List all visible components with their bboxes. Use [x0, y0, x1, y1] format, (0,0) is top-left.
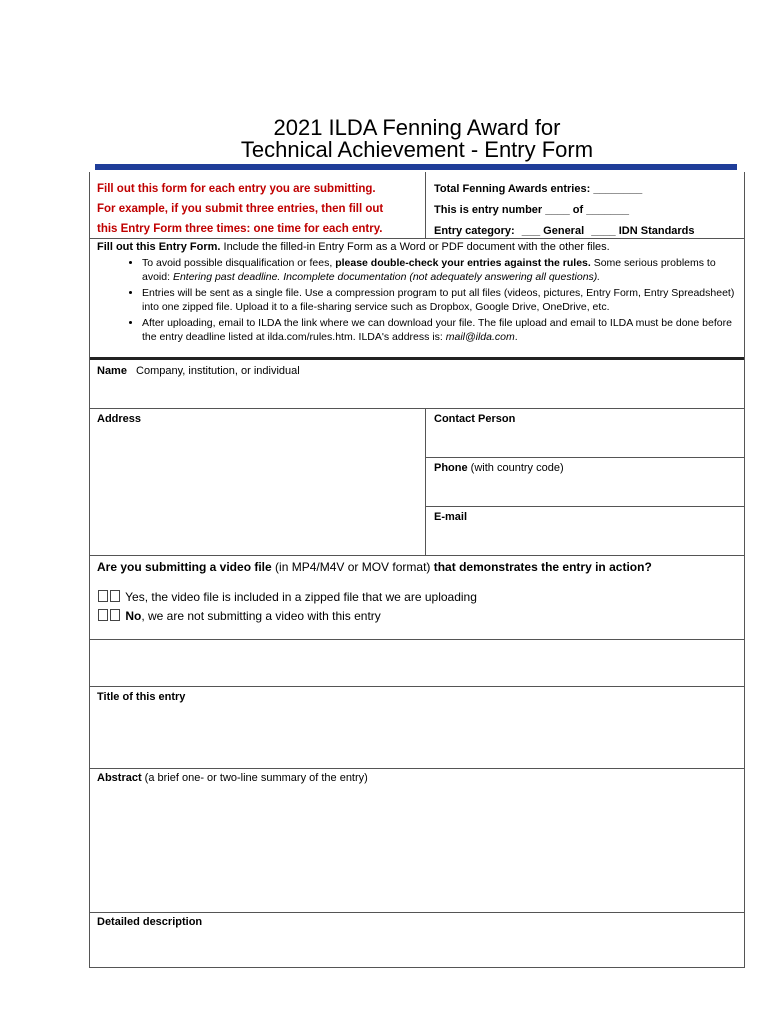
yes-text: Yes, the video file is included in a zipped file that we are uploading: [122, 590, 477, 604]
detailed-description-field[interactable]: Detailed description: [97, 916, 203, 928]
contact-person-field[interactable]: Contact Person: [434, 413, 516, 425]
video-yes-option[interactable]: [98, 590, 477, 604]
entry-title-field[interactable]: Title of this entry: [97, 691, 186, 703]
blank-row-bottom-border: [90, 686, 744, 687]
address-bottom-border: [90, 555, 744, 556]
phone-bottom-border: [425, 506, 744, 507]
rule-bullet-1: • To avoid possible disqualification or fees, please double-check your entries against the rules. Some serious problems to avoid: Entering past deadline. Incomplete documentation (not adequately answering all questions).: [142, 256, 742, 284]
red-instruction-3: this Entry Form three times: one time for each entry.: [97, 223, 383, 235]
abstract-field[interactable]: [97, 772, 368, 784]
no-checkbox[interactable]: [98, 609, 108, 621]
no-text: , we are not submitting a video with this entry: [141, 609, 381, 623]
yes-checkbox[interactable]: [98, 590, 108, 602]
entry-number-field[interactable]: This is entry number ____ of _______: [434, 204, 630, 216]
entry-form: [89, 172, 745, 968]
video-question: Are you submitting a video file (in MP4/M4V or MOV format) that demonstrates the entry in action?: [97, 560, 652, 574]
rules-list: [120, 256, 742, 346]
red-instruction-1: Fill out this form for each entry you are submitting.: [97, 183, 376, 195]
title-line-1: 2021 ILDA Fenning Award for: [273, 115, 561, 140]
video-bottom-border: [90, 639, 744, 640]
rule-bullet-2: • Entries will be sent as a single file. Use a compression program to put all files (videos, pictures, Entry Form, Entry Spreadsheet) into one zipped file. Upload it to a file-sharing service such as Dropbox, Google Drive, OneDrive, etc.: [142, 286, 742, 314]
name-bottom-border: [90, 408, 744, 409]
address-divider: [425, 408, 426, 555]
title-bottom-border: [90, 768, 744, 769]
address-field[interactable]: Address: [97, 413, 142, 425]
video-no-option[interactable]: [98, 609, 381, 623]
form-title: [0, 117, 770, 161]
abstract-label: Abstract: [97, 772, 142, 784]
rule-bullet-3: • After uploading, email to ILDA the link where we can download your file. The file upload and email to ILDA must be done before the entry deadline listed at ilda.com/rules.htm. ILDA's address is: mail@ilda.com.: [142, 316, 742, 344]
phone-label: Phone: [434, 462, 468, 474]
entry-category-label: Entry category:: [434, 225, 515, 237]
name-hint: Company, institution, or individual: [136, 365, 300, 377]
instructions-lead-rest: Include the filled-in Entry Form as a Word or PDF document with the other files.: [220, 241, 610, 253]
red-instruction-2: For example, if you submit three entries, then fill out: [97, 203, 384, 215]
email-field[interactable]: E-mail: [434, 511, 468, 523]
abstract-hint: (a brief one- or two-line summary of the entry): [141, 772, 368, 784]
total-entries-field[interactable]: Total Fenning Awards entries: ________: [434, 183, 643, 195]
name-label: Name: [97, 365, 127, 377]
category-general-option[interactable]: ___ General: [521, 225, 585, 237]
phone-field[interactable]: [434, 462, 564, 474]
phone-hint: (with country code): [467, 462, 564, 474]
category-idn-option[interactable]: ____ IDN Standards: [591, 225, 695, 237]
instructions-lead-bold: Fill out this Entry Form.: [97, 241, 221, 253]
title-line-2: Technical Achievement - Entry Form: [240, 137, 594, 162]
abstract-bottom-border: [90, 912, 744, 913]
name-field[interactable]: [97, 365, 300, 377]
header-divider: [425, 172, 426, 238]
entry-category-field[interactable]: [434, 225, 695, 237]
yes-checkbox-2[interactable]: [110, 590, 120, 602]
title-rule: [95, 164, 737, 170]
no-checkbox-2[interactable]: [110, 609, 120, 621]
instructions-lead: [97, 241, 610, 253]
header-bottom-border: [90, 238, 744, 239]
instructions-bottom-border: [90, 357, 744, 360]
no-bold: No: [125, 609, 142, 623]
contact-bottom-border: [425, 457, 744, 458]
